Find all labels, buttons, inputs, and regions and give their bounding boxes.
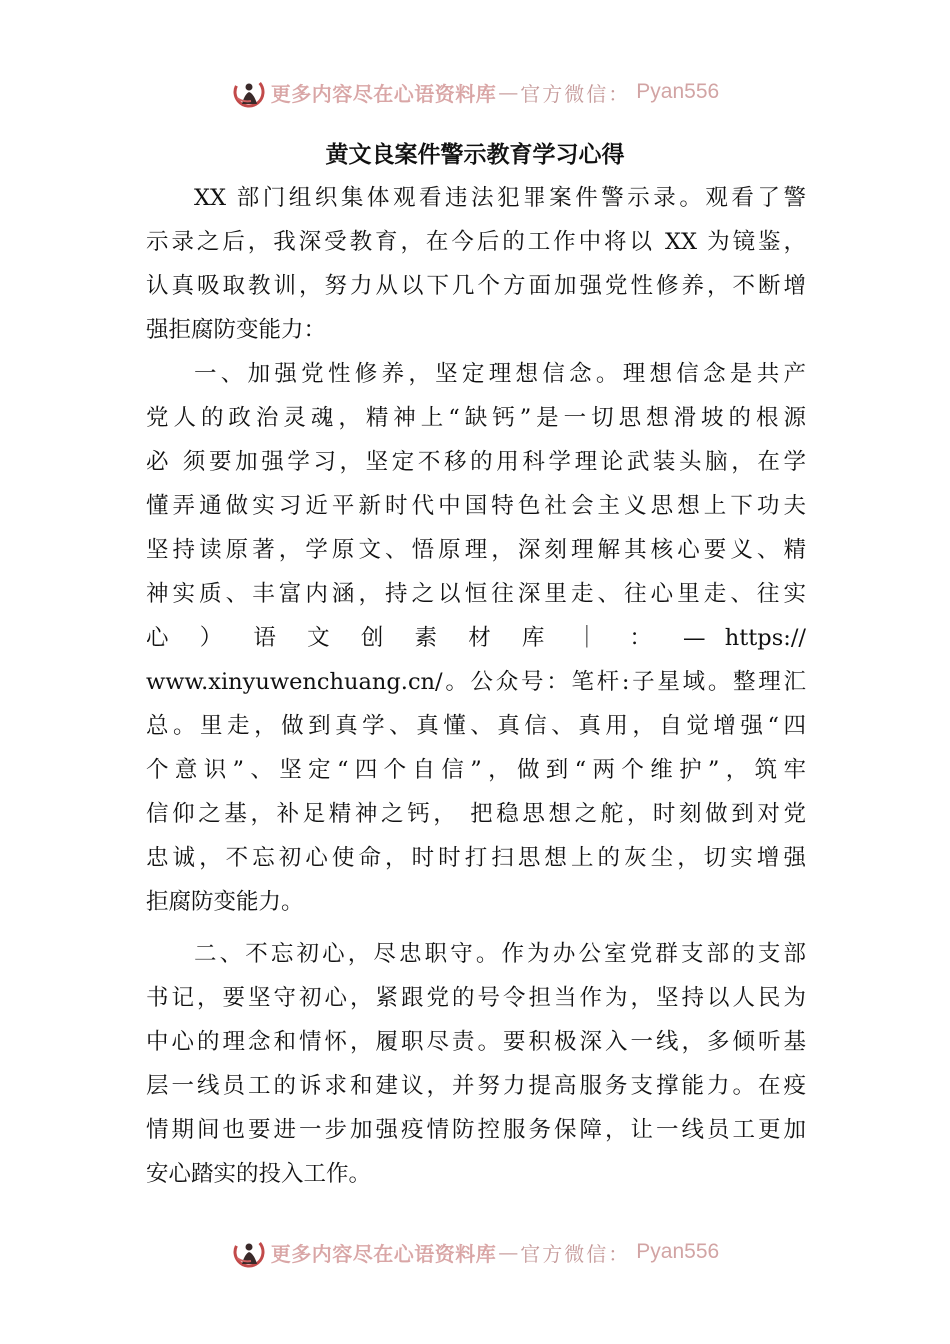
text-line: 懂弄通做实习近平新时代中国特色社会主义思想上下功夫 [146, 493, 806, 519]
text-line: 书记，要坚守初心，紧跟党的号令担当作为，坚持以人民为 [146, 985, 806, 1011]
banner-brand-text: 更多内容尽在心语资料库 [270, 1241, 497, 1266]
text-line: 层一线员工的诉求和建议，并努力提高服务支撑能力。在疫 [146, 1073, 806, 1099]
text-line: 认真吸取教训，努力从以下几个方面加强党性修养，不断增 [146, 273, 806, 299]
text-line: 党人的政治灵魂，精神上“缺钙”是一切思想滑坡的根源 [146, 405, 806, 431]
paragraph-section-two [146, 932, 806, 1196]
text-line: 安心踏实的投入工作。 [146, 1161, 372, 1187]
text-line: 中心的理念和情怀，履职尽责。要积极深入一线，多倾听基 [146, 1029, 806, 1055]
paragraph-section-one [146, 352, 806, 924]
header-watermark-banner [0, 70, 950, 114]
text-line: 总。里走，做到真学、真懂、真信、真用，自觉增强“四 [146, 713, 806, 739]
seal-logo-icon [231, 1234, 267, 1270]
document-title: 黄文良案件警示教育学习心得 [325, 142, 625, 168]
text-line: 心 ） 语 文 创 素 材 库 ｜ ： — https:// [146, 625, 806, 651]
text-line: 信仰之基，补足精神之钙， 把稳思想之舵，时刻做到对党 [146, 801, 806, 827]
banner-separator: — [498, 80, 519, 104]
footer-watermark-banner [0, 1230, 950, 1274]
banner-wechat-id: Pyan556 [636, 80, 720, 103]
banner-official-label: 官方微信： [520, 1241, 631, 1266]
banner-official-label: 官方微信： [520, 81, 631, 106]
paragraph-intro [146, 176, 806, 352]
text-line: 个意识”、坚定“四个自信”，做到“两个维护”，筑牢 [146, 757, 806, 783]
text-line: 必 须要加强学习，坚定不移的用科学理论武装头脑，在学 [146, 449, 806, 475]
text-line: 一、加强党性修养，坚定理想信念。理想信念是共产 [194, 361, 806, 387]
text-line: 情期间也要进一步加强疫情防控服务保障，让一线员工更加 [146, 1117, 806, 1143]
banner-separator: — [498, 1240, 519, 1264]
text-line: 二、不忘初心，尽忠职守。作为办公室党群支部的支部 [194, 941, 806, 967]
banner-brand-text: 更多内容尽在心语资料库 [270, 81, 497, 106]
text-line: 强拒腐防变能力： [146, 317, 327, 343]
text-line: 示录之后，我深受教育，在今后的工作中将以 XX 为镜鉴， [146, 229, 806, 255]
text-line: 坚持读原著，学原文、悟原理，深刻理解其核心要义、精 [146, 537, 806, 563]
text-line: www.xinyuwenchuang.cn/。公众号：笔杆:子星域。整理汇 [146, 669, 806, 695]
text-line: XX 部门组织集体观看违法犯罪案件警示录。观看了警 [194, 185, 806, 211]
banner-wechat-id: Pyan556 [636, 1240, 720, 1263]
document-body [146, 176, 806, 1196]
text-line: 忠诚，不忘初心使命，时时打扫思想上的灰尘，切实增强 [146, 845, 806, 871]
seal-logo-icon [231, 74, 267, 110]
text-line: 拒腐防变能力。 [146, 889, 304, 915]
text-line: 神实质、丰富内涵，持之以恒往深里走、往心里走、往实 [146, 581, 806, 607]
paragraph-gap [146, 924, 806, 932]
